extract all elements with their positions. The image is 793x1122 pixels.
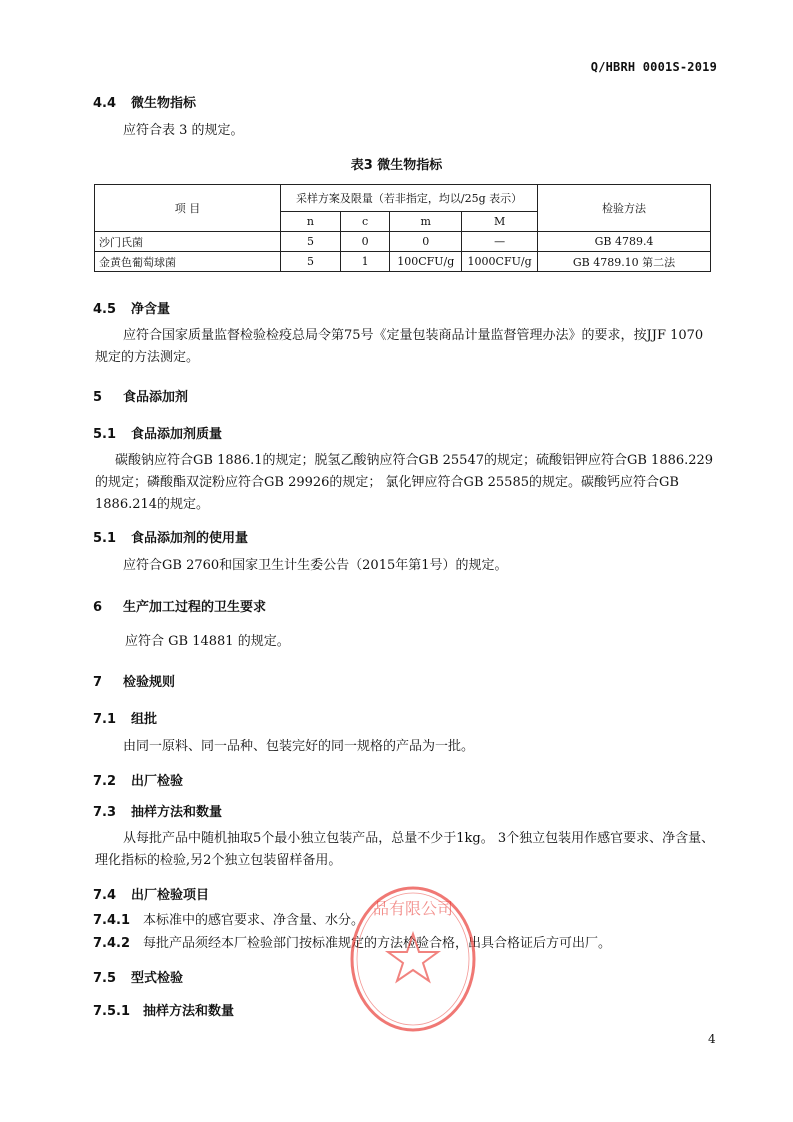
section-heading-4-4: [93, 92, 196, 111]
section-number: 5.1: [93, 531, 117, 546]
section-title: 检验规则: [123, 675, 176, 690]
cell-M: —: [462, 232, 538, 252]
section-heading-7-3: [93, 801, 222, 820]
paragraph-5-1-quality: 碳酸钠应符合GB 1886.1的规定；脱氢乙酸钠应符合GB 25547的规定；硫酸铝钾应符合GB 1886.229的规定；磷酸酯双淀粉应符合GB 29926的规定； 氯化钾应符合GB 25585的规定。碳酸钙应符合GB 1886.214的规定。: [95, 453, 714, 512]
cell-c: 0: [340, 232, 390, 252]
item-number: 7.4.1: [93, 913, 131, 928]
section-heading-7: [93, 671, 175, 690]
header-n: n: [281, 212, 341, 232]
cell-n: 5: [281, 232, 341, 252]
section-number: 7.2: [93, 774, 117, 789]
item-number: 7.4.2: [93, 936, 131, 951]
cell-item: 金黄色葡萄球菌: [95, 252, 281, 272]
section-title: 组批: [131, 712, 158, 727]
section-title: 食品添加剂质量: [131, 427, 223, 442]
section-title: 出厂检验: [131, 774, 184, 789]
paragraph-4-5: 应符合国家质量监督检验检疫总局令第75号《定量包装商品计量监督管理办法》的要求，按JJF 1070规定的方法测定。: [95, 328, 704, 365]
paragraph-6: 应符合 GB 14881 的规定。: [125, 634, 290, 649]
section-number: 7.5: [93, 971, 117, 986]
cell-method: GB 4789.10 第二法: [538, 252, 711, 272]
section-number: 7.3: [93, 805, 117, 820]
section-heading-6: [93, 596, 266, 615]
section-title: 抽样方法和数量: [143, 1004, 235, 1019]
section-title: 食品添加剂: [123, 390, 189, 405]
item-text: 本标准中的感官要求、净含量、水分。: [143, 913, 365, 928]
section-number: 7.1: [93, 712, 117, 727]
section-heading-5: [93, 386, 188, 405]
paragraph-7-1: 由同一原料、同一品种、包装完好的同一规格的产品为一批。: [123, 739, 475, 754]
cell-M: 1000CFU/g: [462, 252, 538, 272]
section-number: 4.4: [93, 96, 117, 111]
table-header-row: [95, 185, 711, 212]
section-number: 6: [93, 600, 103, 615]
header-method: 检验方法: [538, 185, 711, 232]
paragraph-7-3: 从每批产品中随机抽取5个最小独立包装产品，总量不少于1kg。 3个独立包装用作感官要求、净含量、理化指标的检验,另2个独立包装留样备用。: [95, 831, 715, 868]
section-heading-4-5: [93, 298, 170, 317]
section-title: 生产加工过程的卫生要求: [123, 600, 267, 615]
header-sampling-plan: 采样方案及限量（若非指定，均以/25g 表示）: [281, 185, 538, 212]
paragraph-4-4: 应符合表 3 的规定。: [123, 123, 244, 138]
page-number: 4: [708, 1032, 716, 1046]
section-heading-7-5-1: [93, 1000, 234, 1019]
section-heading-7-2: [93, 770, 183, 789]
cell-method: GB 4789.4: [538, 232, 711, 252]
header-m: m: [390, 212, 462, 232]
section-heading-7-4: [93, 884, 209, 903]
cell-n: 5: [281, 252, 341, 272]
header-c: c: [340, 212, 390, 232]
section-number: 7: [93, 675, 103, 690]
cell-m: 100CFU/g: [390, 252, 462, 272]
section-title: 型式检验: [131, 971, 184, 986]
cell-item: 沙门氏菌: [95, 232, 281, 252]
cell-m: 0: [390, 232, 462, 252]
section-heading-5-1-quality: [93, 423, 222, 442]
microbiology-table: [94, 184, 711, 272]
table-row: [95, 232, 711, 252]
section-title: 抽样方法和数量: [131, 805, 223, 820]
section-number: 7.5.1: [93, 1004, 131, 1019]
item-text: 每批产品须经本厂检验部门按标准规定的方法检验合格，出具合格证后方可出厂。: [143, 936, 612, 951]
table-row: [95, 252, 711, 272]
section-number: 5.1: [93, 427, 117, 442]
company-seal: [348, 884, 478, 1034]
section-number: 7.4: [93, 888, 117, 903]
section-title: 微生物指标: [131, 96, 197, 111]
section-heading-7-5: [93, 967, 183, 986]
section-title: 净含量: [131, 302, 171, 317]
seal-text: 品有限公司: [372, 899, 454, 918]
section-heading-7-1: [93, 708, 157, 727]
section-number: 5: [93, 390, 103, 405]
header-M: M: [462, 212, 538, 232]
paragraph-5-1-usage: 应符合GB 2760和国家卫生计生委公告（2015年第1号）的规定。: [123, 558, 508, 573]
section-title: 出厂检验项目: [131, 888, 210, 903]
cell-c: 1: [340, 252, 390, 272]
table-title: 表3 微生物指标: [350, 158, 443, 173]
section-heading-5-1-usage: [93, 527, 248, 546]
header-item: 项 目: [95, 185, 281, 232]
section-number: 4.5: [93, 302, 117, 317]
section-title: 食品添加剂的使用量: [131, 531, 249, 546]
document-code: Q/HBRH 0001S-2019: [590, 60, 717, 74]
